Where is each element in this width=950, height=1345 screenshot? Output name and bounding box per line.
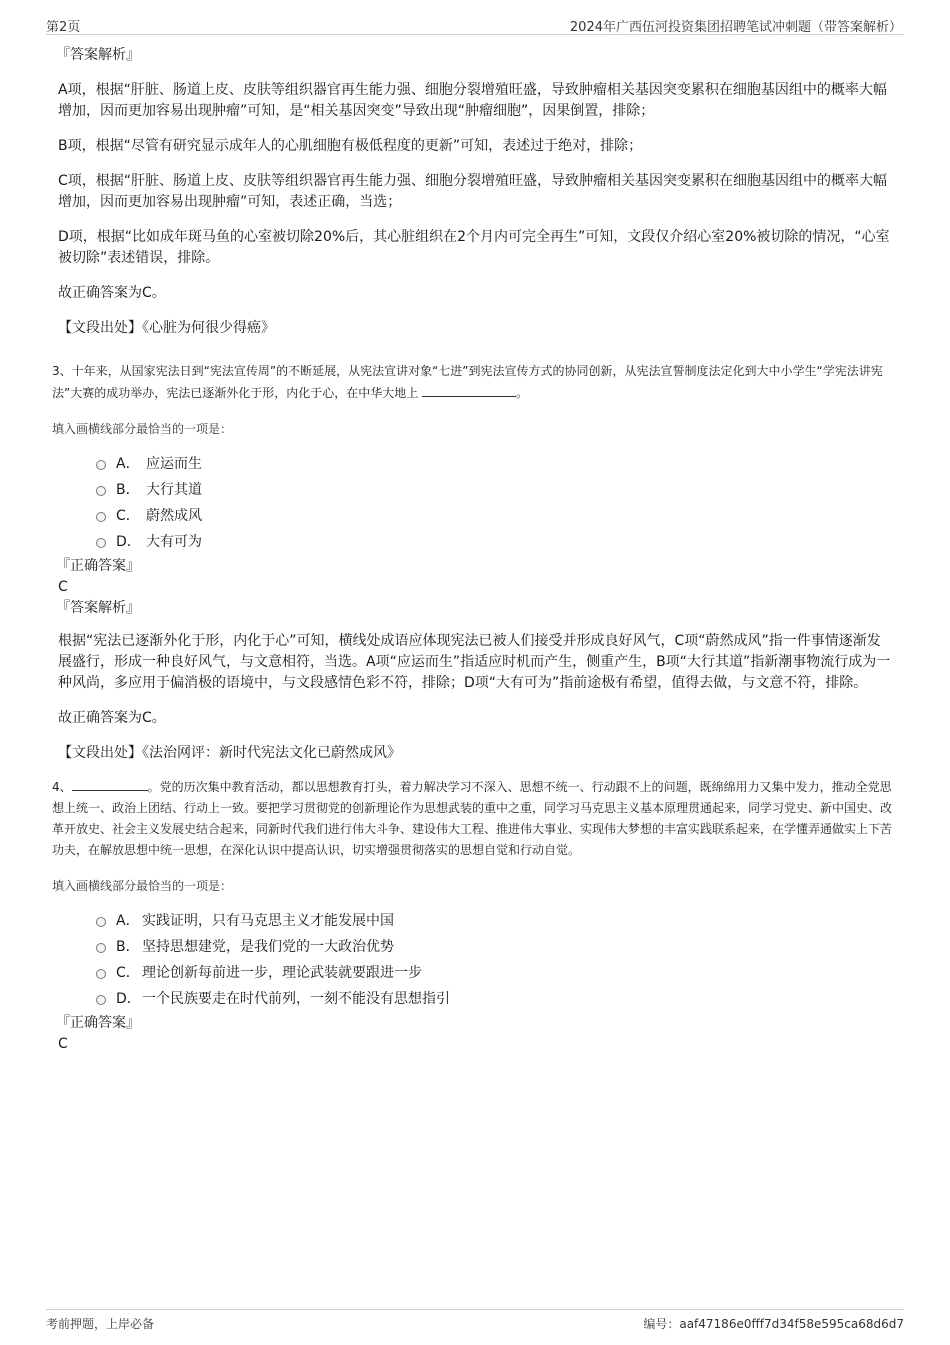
- q3-source: [56, 743, 894, 764]
- q3-analysis: 根据“宪法已逐渐外化于形，内化于心”可知，横线处成语应体现宪法已被人们接受并形成良好风气，C项“蔚然成风”指一件事情逐渐发展盛行，形成一种良好风气，与文意相符，当选。A项“应运而生”指适应时机而产生，侧重产生，B项“大行其道”指新潮事物流行成为一种风尚，多应用于偏消极的语境中，与文段感情色彩不符，排除；D项“大有可为”指前途极有希望，值得去做，与文意不符，排除。: [58, 633, 891, 691]
- q2-analysis-a: A项，根据“肝脏、肠道上皮、皮肤等组织器官再生能力强、细胞分裂增殖旺盛，导致肿瘤相关基因突变累积在细胞基因组中的概率大幅增加，因而更加容易出现肿瘤”可知，是“相关基因突变”导致出现“肿瘤细胞”，因果倒置，排除；: [58, 82, 887, 119]
- footer-serial-number: 编号：aaf47186e0fff7d34f58e595ca68d6d7: [643, 1317, 904, 1331]
- radio-button[interactable]: [96, 486, 106, 496]
- q3-source-title: 《法治网评：新时代宪法文化已蔚然成风》: [142, 745, 401, 761]
- radio-button[interactable]: [96, 917, 106, 927]
- q3-analysis-label: 『答案解析』: [56, 600, 140, 616]
- q4-option-b[interactable]: B． 坚持思想建党，是我们党的一大政治优势: [96, 934, 894, 960]
- q3-correct-value: C: [58, 579, 68, 595]
- q2-analysis-b: B项，根据“尽管有研究显示成年人的心肌细胞有极低程度的更新”可知，表述过于绝对，排除；: [58, 138, 643, 154]
- page-footer: [46, 1309, 904, 1334]
- radio-button[interactable]: [96, 943, 106, 953]
- q2-analysis-c: C项，根据“肝脏、肠道上皮、皮肤等组织器官再生能力强、细胞分裂增殖旺盛，导致肿瘤相关基因突变累积在细胞基因组中的概率大幅增加，因而更加容易出现肿瘤”可知，表述正确，当选；: [58, 173, 888, 210]
- q3-option-c[interactable]: C． 蔚然成风: [96, 503, 894, 529]
- q4-option-c[interactable]: C． 理论创新每前进一步，理论武装就要跟进一步: [96, 960, 894, 986]
- q3-correct-label: 『正确答案』: [56, 558, 140, 574]
- radio-button[interactable]: [96, 460, 106, 470]
- q4-option-a[interactable]: A． 实践证明，只有马克思主义才能发展中国: [96, 908, 894, 934]
- page-content: [52, 44, 894, 1054]
- q3-blank: [422, 382, 516, 397]
- q3-stem: 3、十年来，从国家宪法日到“宪法宣传周”的不断延展，从宪法宣讲对象“七进”到宪法宣传方式的协同创新，从宪法宣誓制度法定化到大中小学生“学宪法讲宪法”大赛的成功举办，宪法已逐渐外化于形，内化于心，在中华大地上 。: [52, 364, 883, 400]
- q4-stem: 4、 。党的历次集中教育活动，都以思想教育打头，着力解决学习不深入、思想不统一、行动跟不上的问题，既绵绵用力又集中发力，推动全党思想上统一、政治上团结、行动上一致。要把学习贯彻党的创新理论作为思想武装的重中之重，同学习马克思主义基本原理贯通起来，同学习党史、新中国史、改革开放史、社会主义发展史结合起来，同新时代我们进行伟大斗争、建设伟大工程、推进伟大事业、实现伟大梦想的丰富实践联系起来，在学懂弄通做实上下苦功夫，在解放思想中统一思想，在深化认识中提高认识，切实增强贯彻落实的思想自觉和行动自觉。: [52, 776, 894, 861]
- q3-option-a[interactable]: A． 应运而生: [96, 451, 894, 477]
- q3-option-b[interactable]: B． 大行其道: [96, 477, 894, 503]
- radio-button[interactable]: [96, 995, 106, 1005]
- page-number: 第2页: [46, 20, 81, 35]
- q3-conclusion: 故正确答案为C。: [58, 710, 166, 726]
- q4-correct-value: C: [58, 1036, 68, 1052]
- q3-source-label: 【文段出处】: [58, 745, 142, 761]
- radio-button[interactable]: [96, 969, 106, 979]
- q2-source-label: 【文段出处】: [58, 320, 142, 336]
- footer-slogan: 考前押题，上岸必备: [46, 1317, 155, 1331]
- q2-conclusion: 故正确答案为C。: [58, 285, 166, 301]
- q2-analysis-d: D项，根据“比如成年斑马鱼的心室被切除20%后，其心脏组织在2个月内可完全再生”可知，文段仅介绍心室20%被切除的情况，“心室被切除”表述错误，排除。: [58, 229, 890, 266]
- q3-option-d[interactable]: D． 大有可为: [96, 529, 894, 555]
- q4-prompt: 填入画横线部分最恰当的一项是：: [52, 879, 233, 893]
- q4-blank: [72, 776, 148, 791]
- q2-source: [56, 318, 894, 339]
- q3-prompt: 填入画横线部分最恰当的一项是：: [52, 422, 233, 436]
- q2-source-title: 《心脏为何很少得癌》: [142, 320, 275, 336]
- q4-correct-label: 『正确答案』: [56, 1015, 140, 1031]
- q4-option-d[interactable]: D． 一个民族要走在时代前列，一刻不能没有思想指引: [96, 986, 894, 1012]
- q2-analysis-label: 『答案解析』: [56, 47, 140, 63]
- radio-button[interactable]: [96, 538, 106, 548]
- document-title: 2024年广西伍河投资集团招聘笔试冲刺题（带答案解析）: [569, 20, 902, 35]
- radio-button[interactable]: [96, 512, 106, 522]
- page-header: [46, 14, 904, 35]
